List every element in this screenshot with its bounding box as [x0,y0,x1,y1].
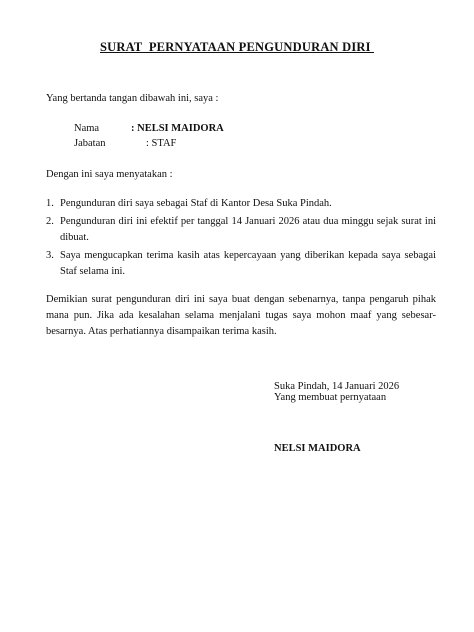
letter-title: SURAT PERNYATAAN PENGUNDURAN DIRI [99,40,375,54]
closing-paragraph: Demikian surat pengunduran diri ini saya buat dengan sebenarnya, tanpa pengaruh pihak mana pun. Jika ada kesalahan selama menjalani tugas saya mohon maaf yang sebesar-besarnya. Atas perhatiannya disampaikan terima kasih. [46,294,436,337]
name-label: Nama [74,123,100,134]
maker-label: Yang membuat pernyataan [274,392,387,403]
statement-intro: Dengan ini saya menyatakan : [46,169,173,180]
position-label: Jabatan [74,138,106,149]
statement-list [46,196,436,282]
list-item [46,248,436,280]
list-number: 1. [46,198,54,209]
name-value: : NELSI MAIDORA [131,123,224,134]
list-number: 2. [46,216,54,227]
list-text: Pengunduran diri saya sebagai Staf di Kantor Desa Suka Pindah. [60,198,332,209]
list-number: 3. [46,250,54,261]
intro-text: Yang bertanda tangan dibawah ini, saya : [46,93,219,104]
list-item [46,196,436,212]
list-text: Pengunduran diri ini efektif per tanggal 14 Januari 2026 atau dua minggu sejak surat ini dibuat. [60,216,436,243]
list-text: Saya mengucapkan terima kasih atas kepercayaan yang diberikan kepada saya sebagai Staf selama ini. [60,250,436,277]
position-value: : STAF [146,138,177,149]
list-item [46,214,436,246]
signer-name: NELSI MAIDORA [274,443,361,454]
place-date: Suka Pindah, 14 Januari 2026 [274,381,400,392]
